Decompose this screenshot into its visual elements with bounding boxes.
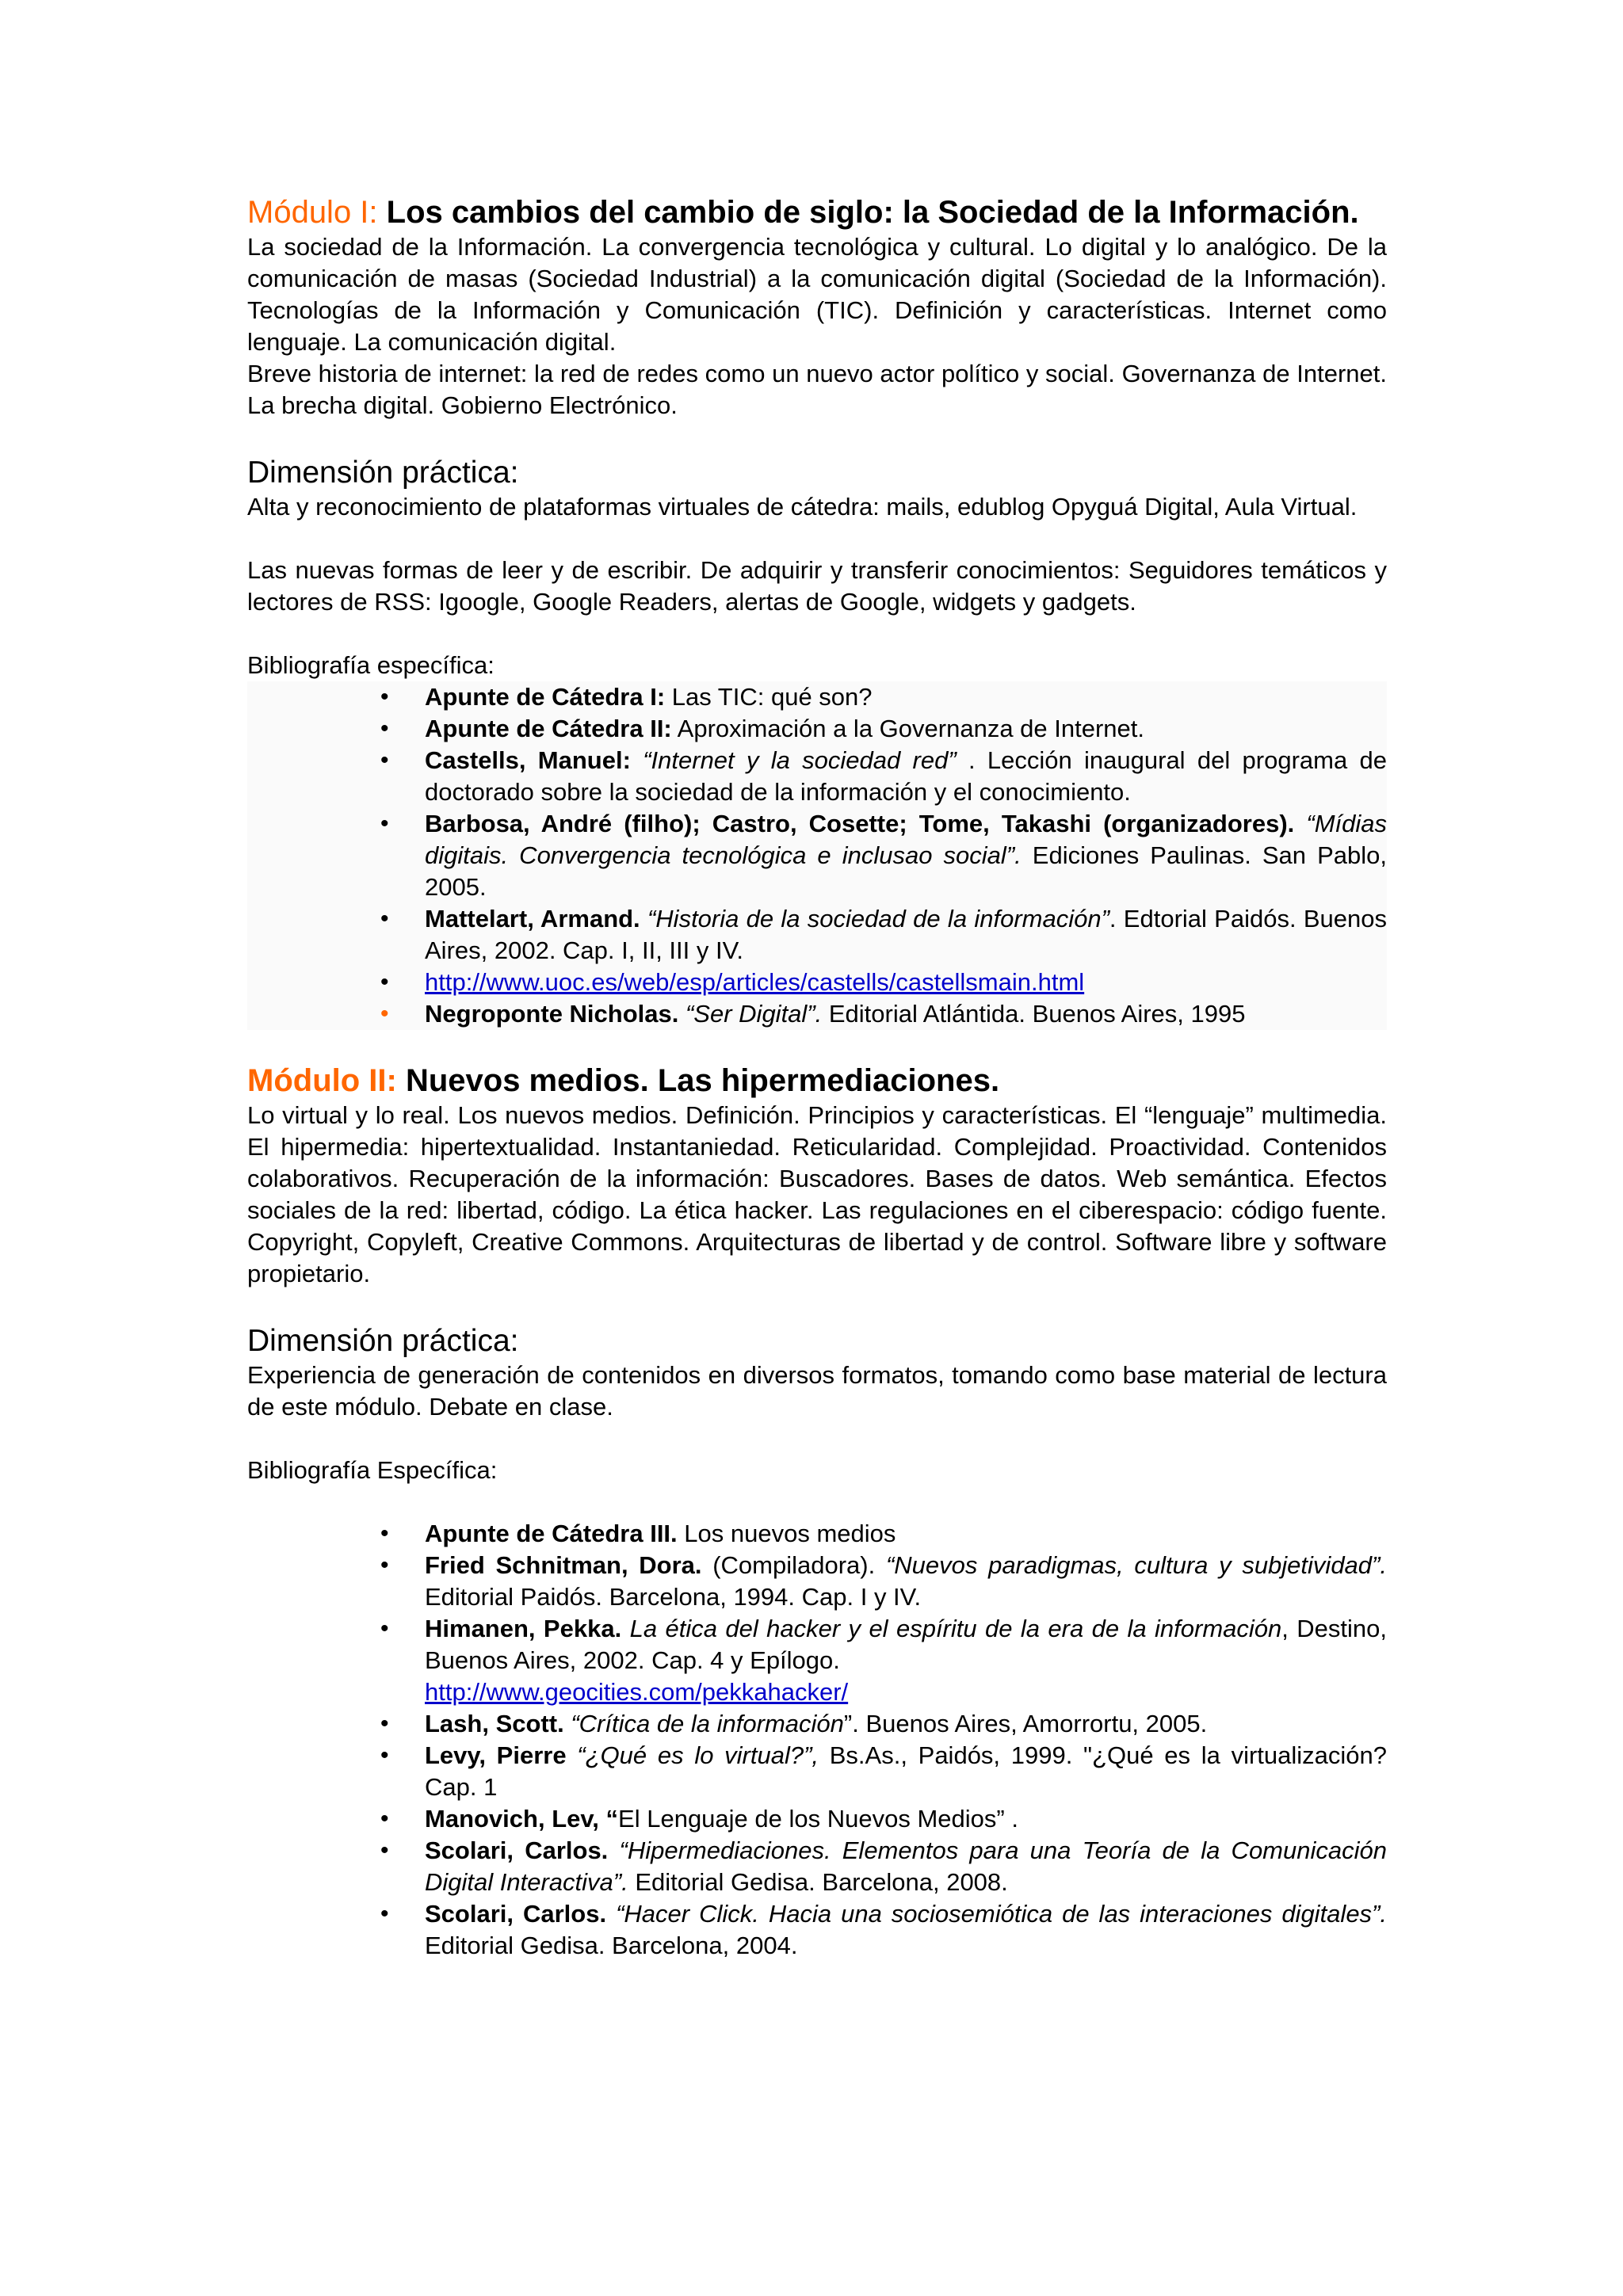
module-2-bibliography-heading: Bibliografía Específica: [247, 1456, 498, 1484]
bullet-icon: • [380, 1837, 389, 1863]
bib-item: • Negroponte Nicholas. “Ser Digital”. Editorial Atlántida. Buenos Aires, 1995 [425, 998, 1387, 1030]
document-page [247, 193, 1387, 1962]
bullet-icon: • [380, 747, 389, 773]
bib-item: • Mattelart, Armand. “Historia de la sociedad de la información”. Edtorial Paidós. Buenos Aires, 2002. Cap. I, II, III y IV. [380, 905, 1387, 964]
bullet-icon: • [380, 906, 389, 932]
bib-item: • Castells, Manuel: “Internet y la sociedad red” . Lección inaugural del programa de doctorado sobre la sociedad de la información y el conocimiento. [380, 746, 1387, 806]
bib-item: • Himanen, Pekka. La ética del hacker y el espíritu de la era de la información, Destino, Buenos Aires, 2002. Cap. 4 y Epílogo. http://www.geocities.com/pekkahacker/ [380, 1615, 1387, 1706]
bib-item [380, 967, 1387, 998]
bullet-icon: • [380, 1742, 389, 1768]
castells-link[interactable]: http://www.uoc.es/web/esp/articles/castells/castellsmain.html [425, 968, 1085, 996]
bib-item: • Apunte de Cátedra II: Aproximación a la Governanza de Internet. [425, 713, 1387, 745]
pekkahacker-link[interactable]: http://www.geocities.com/pekkahacker/ [425, 1678, 849, 1706]
module-1-paragraph-1: La sociedad de la Información. La convergencia tecnológica y cultural. Lo digital y lo analógico. De la comunicación de masas (Sociedad Industrial) a la comunicación digital (Sociedad de la Información). Tecnologías de la Información y Comunicación (TIC). Definición y características. Internet como lenguaje. La comunicación digital. [247, 233, 1387, 356]
module-1-practical-paragraph-1: Alta y reconocimiento de plataformas virtuales de cátedra: mails, edublog Opyguá Digital, Aula Virtual. [247, 493, 1358, 521]
module-2-practical-heading: Dimensión práctica: [247, 1324, 519, 1358]
module-1-title: Los cambios del cambio de siglo: la Sociedad de la Información. [386, 195, 1359, 230]
module-1-bibliography-list [247, 681, 1387, 1030]
bib-item: • Apunte de Cátedra III. Los nuevos medios [425, 1518, 1387, 1550]
bib-item: • Scolari, Carlos. “Hacer Click. Hacia una sociosemiótica de las interaciones digitales”. Editorial Gedisa. Barcelona, 2004. [380, 1900, 1387, 1959]
module-2-title: Nuevos medios. Las hipermediaciones. [405, 1063, 1000, 1098]
module-2-bibliography-list [247, 1518, 1387, 1962]
bullet-icon: • [380, 810, 389, 837]
bullet-icon: • [380, 1520, 389, 1547]
bib-item: • Manovich, Lev, “El Lenguaje de los Nuevos Medios” . [425, 1803, 1387, 1835]
bib-item: • Lash, Scott. “Crítica de la información”. Buenos Aires, Amorrortu, 2005. [425, 1708, 1387, 1740]
module-1-practical-paragraph-2: Las nuevas formas de leer y de escribir. De adquirir y transferir conocimientos: Seguidores temáticos y lectores de RSS: Igoogle, Google Readers, alertas de Google, widgets y gadgets. [247, 556, 1387, 616]
module-1-paragraph-2: Breve historia de internet: la red de redes como un nuevo actor político y social. Governanza de Internet. La brecha digital. Gobierno Electrónico. [247, 360, 1387, 419]
module-1-label: Módulo I: [247, 195, 378, 230]
bib-item: • Levy, Pierre “¿Qué es lo virtual?”, Bs.As., Paidós, 1999. "¿Qué es la virtualización? Cap. 1 [380, 1741, 1388, 1801]
bullet-icon: • [380, 1615, 389, 1642]
bullet-icon: • [380, 969, 389, 995]
bullet-icon: • [380, 715, 389, 742]
bib-item: • Scolari, Carlos. “Hipermediaciones. Elementos para una Teoría de la Comunicación Digital Interactiva”. Editorial Gedisa. Barcelona, 2008. [380, 1836, 1387, 1896]
bullet-icon: • [380, 1806, 389, 1832]
bullet-icon: • [380, 1711, 389, 1737]
bullet-icon: • [380, 684, 389, 710]
module-2-label: Módulo II: [247, 1063, 397, 1098]
bib-item: • Fried Schnitman, Dora. (Compiladora). “Nuevos paradigmas, cultura y subjetividad”. Editorial Paidós. Barcelona, 1994. Cap. I y IV. [380, 1551, 1387, 1611]
module-1-practical-heading: Dimensión práctica: [247, 456, 519, 490]
module-2-paragraph-1: Lo virtual y lo real. Los nuevos medios. Definición. Principios y características. El “lenguaje” multimedia. El hipermedia: hipertextualidad. Instantaniedad. Reticularidad. Complejidad. Proactividad. Contenidos colaborativos. Recuperación de la información: Buscadores. Bases de datos. Web semántica. Efectos sociales de la red: libertad, código. La ética hacker. Las regulaciones en el ciberespacio: código fuente. Copyright, Copyleft, Creative Commons. Arquitecturas de libertad y de control. Software libre y software propietario. [247, 1101, 1387, 1287]
bullet-icon: • [380, 1901, 389, 1927]
bib-item: • Barbosa, André (filho); Castro, Cosette; Tome, Takashi (organizadores). “Mídias digitais. Convergencia tecnológica e inclusao social”. Ediciones Paulinas. San Pablo, 2005. [380, 810, 1387, 901]
module-1-heading [247, 193, 1387, 231]
bib-item: • Apunte de Cátedra I: Las TIC: qué son? [425, 681, 1387, 713]
module-1-bibliography-heading: Bibliografía específica: [247, 651, 495, 679]
module-2-practical-paragraph-1: Experiencia de generación de contenidos en diversos formatos, tomando como base material de lectura de este módulo. Debate en clase. [247, 1361, 1387, 1421]
bullet-icon: • [380, 1552, 389, 1578]
module-2-heading [247, 1062, 1387, 1100]
bullet-icon: • [380, 1001, 389, 1027]
